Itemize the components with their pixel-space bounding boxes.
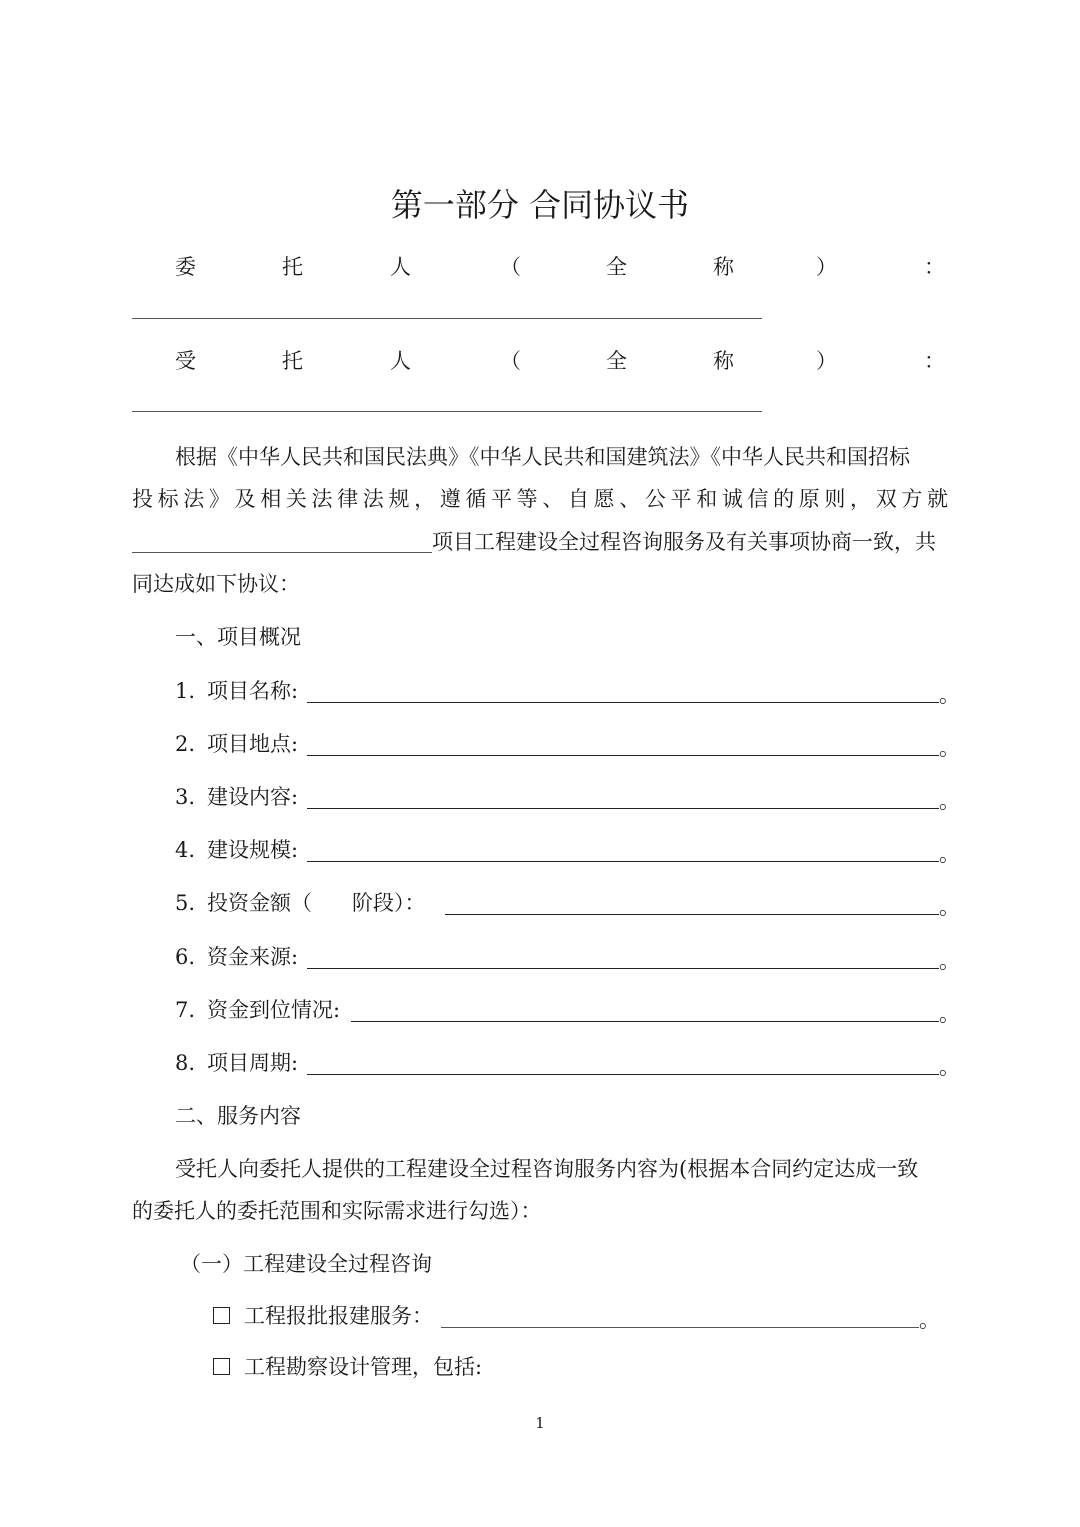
item-period: 。 — [939, 1055, 960, 1079]
item-number: 4. — [175, 838, 196, 862]
agent-char: 称 — [713, 349, 734, 373]
item-label: 投资金额（ 阶段）： — [207, 891, 426, 915]
item-number: 7. — [175, 998, 196, 1022]
service-intro-line-2: 的委托人的委托范围和实际需求进行勾选）： — [132, 1199, 542, 1223]
client-char: 人 — [390, 255, 411, 279]
intro-line-4: 同达成如下协议： — [132, 572, 300, 596]
agent-char: ） — [816, 349, 837, 373]
item-number: 8. — [175, 1051, 196, 1075]
item-label: 资金到位情况: — [207, 998, 341, 1022]
intro-line-1: 根据《中华人民共和国民法典》《中华人民共和国建筑法》《中华人民共和国招标 — [175, 445, 910, 469]
construction-content-field[interactable] — [307, 808, 939, 809]
item-label: 建设规模: — [207, 838, 299, 862]
client-char: ： — [924, 255, 945, 279]
item-number: 5. — [175, 891, 196, 915]
agent-char: 托 — [282, 349, 303, 373]
item-period: 。 — [939, 736, 960, 760]
agent-char: 受 — [175, 349, 196, 373]
project-name-field[interactable] — [307, 702, 939, 703]
overview-item — [175, 940, 960, 974]
project-location-field[interactable] — [307, 755, 939, 756]
project-name-blank[interactable] — [132, 530, 432, 553]
item-period: 。 — [919, 1308, 940, 1332]
subsection-full-process-consulting: （一）工程建设全过程咨询 — [180, 1252, 432, 1276]
agent-name-blank[interactable] — [132, 411, 762, 412]
section-service-content: 二、服务内容 — [175, 1104, 301, 1128]
client-char: 全 — [606, 255, 627, 279]
investment-amount-field[interactable] — [445, 914, 939, 915]
item-period: 。 — [939, 895, 960, 919]
document-title: 第一部分 合同协议书 — [390, 186, 690, 224]
item-label: 项目周期: — [207, 1051, 299, 1075]
item-period: 。 — [939, 949, 960, 973]
agent-char: 全 — [606, 349, 627, 373]
funding-status-field[interactable] — [351, 1021, 939, 1022]
checkbox[interactable] — [213, 1307, 230, 1324]
overview-item — [175, 833, 960, 867]
overview-item — [175, 727, 960, 761]
item-number: 2. — [175, 732, 196, 756]
service-intro-line-1: 受托人向委托人提供的工程建设全过程咨询服务内容为(根据本合同约定达成一致 — [175, 1157, 919, 1181]
item-label: 资金来源: — [207, 945, 299, 969]
overview-item — [175, 886, 960, 920]
agent-char: （ — [500, 349, 521, 373]
agent-party-row — [132, 344, 948, 378]
funding-source-field[interactable] — [307, 968, 939, 969]
client-char: 委 — [175, 255, 196, 279]
item-number: 1. — [175, 679, 196, 703]
client-name-blank[interactable] — [132, 318, 762, 319]
item-period: 。 — [939, 842, 960, 866]
overview-item — [175, 1046, 960, 1080]
overview-item — [175, 993, 960, 1027]
item-period: 。 — [939, 789, 960, 813]
client-char: 称 — [713, 255, 734, 279]
checkbox[interactable] — [213, 1358, 230, 1375]
item-label: 项目地点: — [207, 732, 299, 756]
client-char: ） — [816, 255, 837, 279]
checkbox-label: 工程报批报建服务： — [244, 1304, 433, 1328]
intro-line-3 — [132, 525, 948, 559]
agent-char: ： — [924, 349, 945, 373]
construction-scale-field[interactable] — [307, 861, 939, 862]
client-char: （ — [500, 255, 521, 279]
checkbox-item-survey-design — [213, 1350, 482, 1384]
item-period: 。 — [939, 1002, 960, 1026]
checkbox-label: 工程勘察设计管理，包括: — [244, 1355, 483, 1379]
item-period: 。 — [939, 683, 960, 707]
overview-item — [175, 780, 960, 814]
intro-line-3-text: 项目工程建设全过程咨询服务及有关事项协商一致，共 — [432, 530, 936, 554]
overview-item — [175, 674, 960, 708]
page-number: 1 — [535, 1414, 545, 1432]
project-period-field[interactable] — [307, 1074, 939, 1075]
item-number: 3. — [175, 785, 196, 809]
agent-char: 人 — [390, 349, 411, 373]
approval-service-field[interactable] — [441, 1327, 919, 1328]
intro-line-2: 投标法》及相关法律法规，遵循平等、自愿、公平和诚信的原则，双方就 — [132, 487, 948, 511]
section-project-overview: 一、项目概况 — [175, 625, 301, 649]
item-number: 6. — [175, 945, 196, 969]
client-char: 托 — [282, 255, 303, 279]
client-party-row — [132, 250, 948, 284]
item-label: 项目名称: — [207, 679, 299, 703]
item-label: 建设内容: — [207, 785, 299, 809]
checkbox-item-approval — [213, 1299, 948, 1333]
